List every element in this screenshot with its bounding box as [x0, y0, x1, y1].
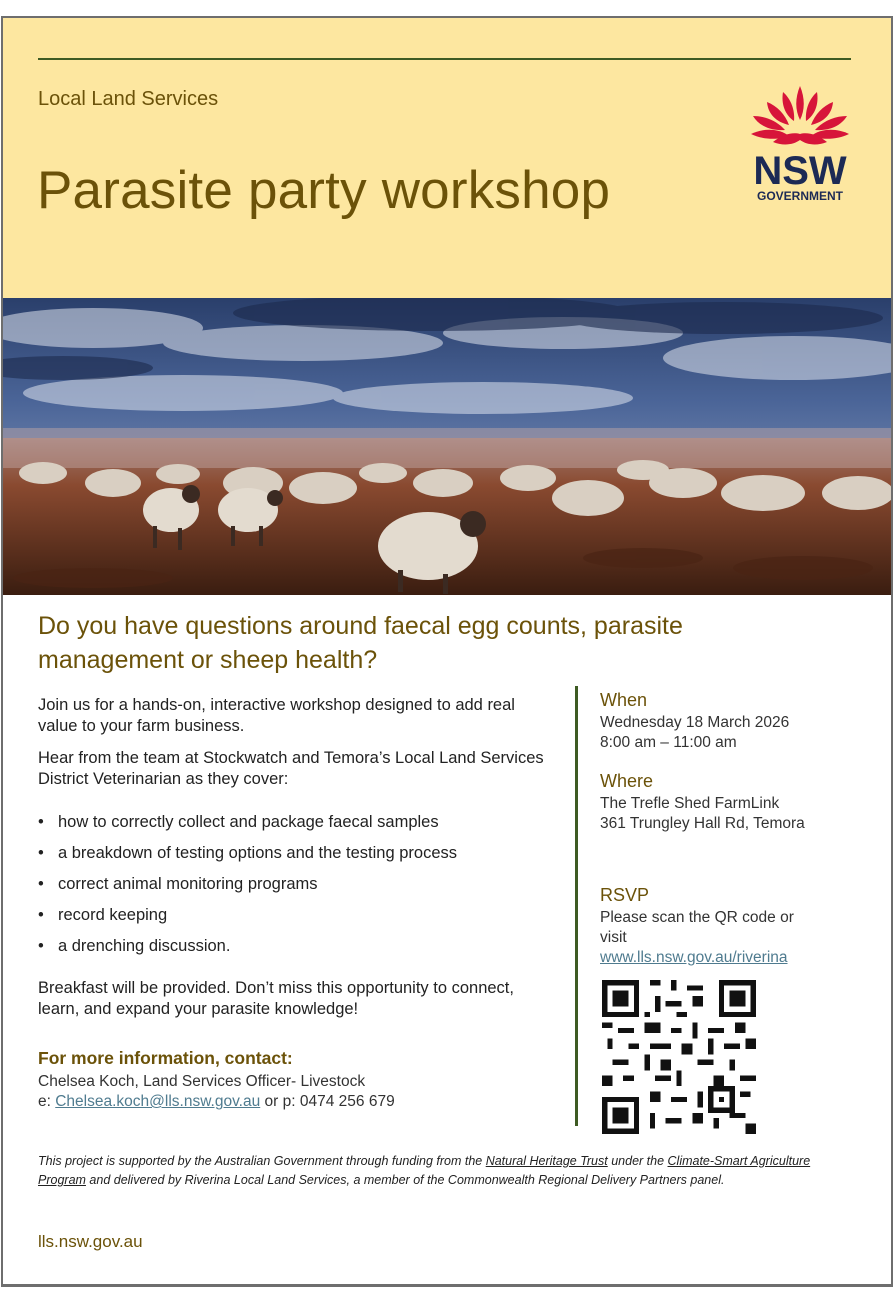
topics-list	[38, 812, 457, 967]
contact-details	[38, 1072, 395, 1112]
breakfast-paragraph: Breakfast will be provided. Don’t miss this opportunity to connect, learn, and expand your parasite knowledge!	[38, 979, 514, 1018]
org-name: Local Land Services	[38, 88, 219, 110]
list-item: • record keeping	[38, 905, 457, 936]
list-item: • a drenching discussion.	[38, 936, 457, 967]
logo-sub: GOVERNMENT	[756, 189, 844, 203]
waratah-flower-icon	[751, 86, 849, 144]
flyer-page	[1, 16, 893, 1287]
venue-address: 361 Trungley Hall Rd, Temora	[600, 815, 805, 832]
list-item: • a breakdown of testing options and the testing process	[38, 843, 457, 874]
contact-name: Chelsea Koch, Land Services Officer- Livestock	[38, 1073, 366, 1090]
rsvp-link[interactable]: www.lls.nsw.gov.au/riverina	[600, 949, 788, 966]
header-banner	[3, 18, 891, 298]
venue-name: The Trefle Shed FarmLink	[600, 795, 780, 812]
event-time: 8:00 am – 11:00 am	[600, 734, 737, 751]
funding-statement	[38, 1152, 838, 1190]
hero-image	[3, 298, 891, 595]
email-prefix: e:	[38, 1093, 56, 1110]
intro-paragraph: Join us for a hands-on, interactive workshop designed to add real value to your farm business.	[38, 696, 515, 735]
page-title: Parasite party workshop	[37, 161, 611, 220]
header-rule	[38, 58, 851, 60]
logo-wordmark: NSW	[753, 149, 847, 193]
rsvp-link-wrap	[600, 948, 788, 968]
phone-number: 0474 256 679	[299, 1093, 395, 1110]
column-divider	[575, 686, 578, 1126]
list-item: • correct animal monitoring programs	[38, 874, 457, 905]
question-heading: Do you have questions around faecal egg counts, parasite management or sheep health?	[38, 612, 683, 674]
natural-heritage-trust-link[interactable]: Natural Heritage Trust	[485, 1154, 608, 1168]
contact-line	[38, 1092, 395, 1112]
climate-smart-agriculture-link[interactable]: Climate-Smart Agriculture Program	[38, 1154, 811, 1187]
rsvp-text-1: Please scan the QR code or	[600, 909, 794, 926]
funding-text-2: under the	[607, 1154, 668, 1168]
list-item: • how to correctly collect and package faecal samples	[38, 812, 457, 843]
nsw-government-logo	[743, 84, 857, 204]
hear-paragraph: Hear from the team at Stockwatch and Temora’s Local Land Services District Veterinarian as they cover:	[38, 749, 544, 788]
funding-text-3: and delivered by Riverina Local Land Services, a member of the Commonwealth Regional Delivery Partners panel.	[85, 1173, 725, 1187]
funding-text-1: This project is supported by the Australian Government through funding from the	[38, 1154, 486, 1168]
website-url[interactable]: lls.nsw.gov.au	[38, 1232, 143, 1251]
qr-code-icon[interactable]	[602, 980, 756, 1134]
where-label: Where	[600, 771, 654, 791]
email-link[interactable]: Chelsea.koch@lls.nsw.gov.au	[55, 1093, 261, 1110]
phone-prefix: or p:	[260, 1093, 300, 1110]
rsvp-text-2: visit	[600, 929, 627, 946]
contact-heading: For more information, contact:	[38, 1048, 293, 1068]
when-label: When	[600, 690, 648, 710]
sheep-photo	[3, 298, 891, 595]
event-date: Wednesday 18 March 2026	[600, 714, 790, 731]
rsvp-label: RSVP	[600, 885, 650, 905]
